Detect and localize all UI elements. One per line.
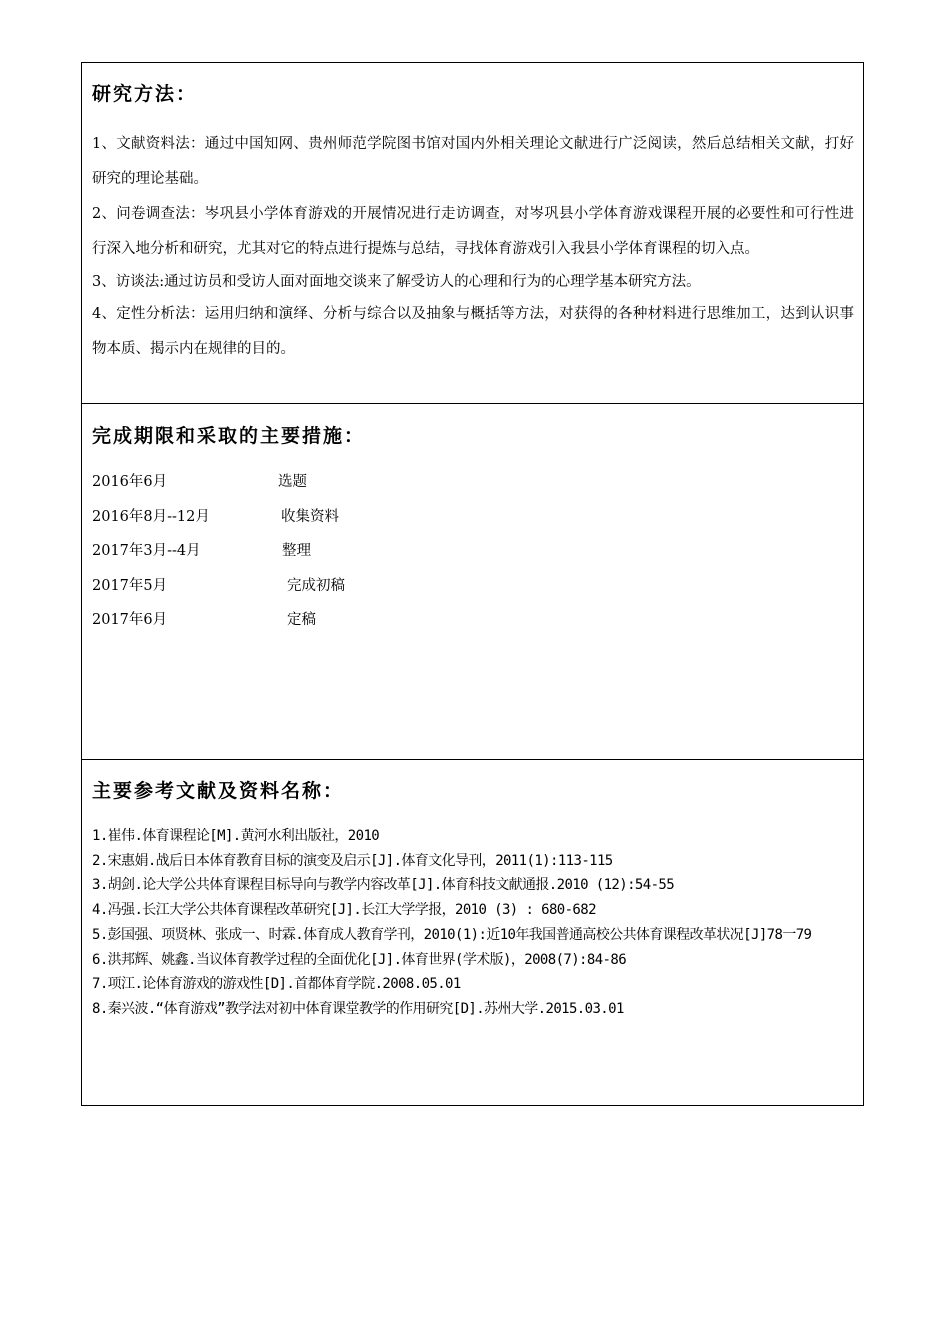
schedule-date: 2016年6月 (92, 474, 168, 490)
schedule-section (82, 404, 863, 760)
reference-item: 3.胡剑.论大学公共体育课程目标导向与教学内容改革[J].体育科技文献通报.2010 (12):54-55 (92, 877, 675, 894)
schedule-task: 完成初稿 (287, 577, 345, 594)
method-item: 1、文献资料法：通过中国知网、贵州师范学院图书馆对国内外相关理论文献进行广泛阅读，然后总结相关文献，打好研究的理论基础。 (92, 136, 854, 187)
schedule-row (92, 569, 592, 604)
references-title: 主要参考文献及资料名称： (92, 780, 345, 802)
research-methods-section (82, 63, 863, 404)
references-section (82, 760, 863, 1105)
schedule-row (92, 603, 592, 638)
schedule-row (92, 534, 592, 569)
proposal-form-table (81, 62, 864, 1106)
research-methods-list (92, 127, 854, 367)
schedule-task: 定稿 (287, 612, 316, 628)
schedule-title: 完成期限和采取的主要措施： (92, 425, 366, 447)
schedule-list (92, 465, 592, 638)
schedule-row (92, 465, 592, 500)
reference-item: 6.洪邦辉、姚鑫.当议体育教学过程的全面优化[J].体育世界(学术版)，2008(7):84-86 (92, 951, 627, 968)
reference-item: 2.宋惠娟.战后日本体育教育目标的演变及启示[J].体育文化导刊，2011(1):113-115 (92, 852, 613, 869)
schedule-task: 收集资料 (281, 508, 339, 525)
schedule-row (92, 500, 592, 535)
schedule-date: 2017年6月 (92, 612, 168, 628)
research-methods-title: 研究方法： (92, 83, 198, 105)
method-item: 2、问卷调查法：岑巩县小学体育游戏的开展情况进行走访调查，对岑巩县小学体育游戏课程开展的必要性和可行性进行深入地分析和研究，尤其对它的特点进行提炼与总结，寻找体育游戏引入我县小学体育课程的切入点。 (92, 206, 854, 257)
reference-item: 4.冯强.长江大学公共体育课程改革研究[J].长江大学学报，2010 (3) : 680-682 (92, 902, 596, 919)
schedule-date: 2017年5月 (92, 577, 168, 594)
schedule-task: 整理 (282, 543, 311, 559)
reference-item: 1.崔伟.体育课程论[M].黄河水利出版社，2010 (92, 828, 380, 844)
schedule-date: 2016年8月--12月 (92, 508, 210, 525)
references-list (92, 824, 856, 1022)
reference-item: 8.秦兴波.“体育游戏”教学法对初中体育课堂教学的作用研究[D].苏州大学.2015.03.01 (92, 1000, 624, 1017)
method-item: 3、访谈法:通过访员和受访人面对面地交谈来了解受访人的心理和行为的心理学基本研究方法。 (92, 274, 701, 290)
schedule-task: 选题 (278, 474, 307, 490)
reference-item: 5.彭国强、项贤林、张成一、时霖.体育成人教育学刊，2010(1):近10年我国普通高校公共体育课程改革状况[J]78一79 (92, 926, 812, 943)
schedule-date: 2017年3月--4月 (92, 543, 201, 559)
reference-item: 7.项江.论体育游戏的游戏性[D].首都体育学院.2008.05.01 (92, 976, 461, 993)
method-item: 4、定性分析法：运用归纳和演绎、分析与综合以及抽象与概括等方法，对获得的各种材料进行思维加工，达到认识事物本质、揭示内在规律的目的。 (92, 306, 854, 357)
